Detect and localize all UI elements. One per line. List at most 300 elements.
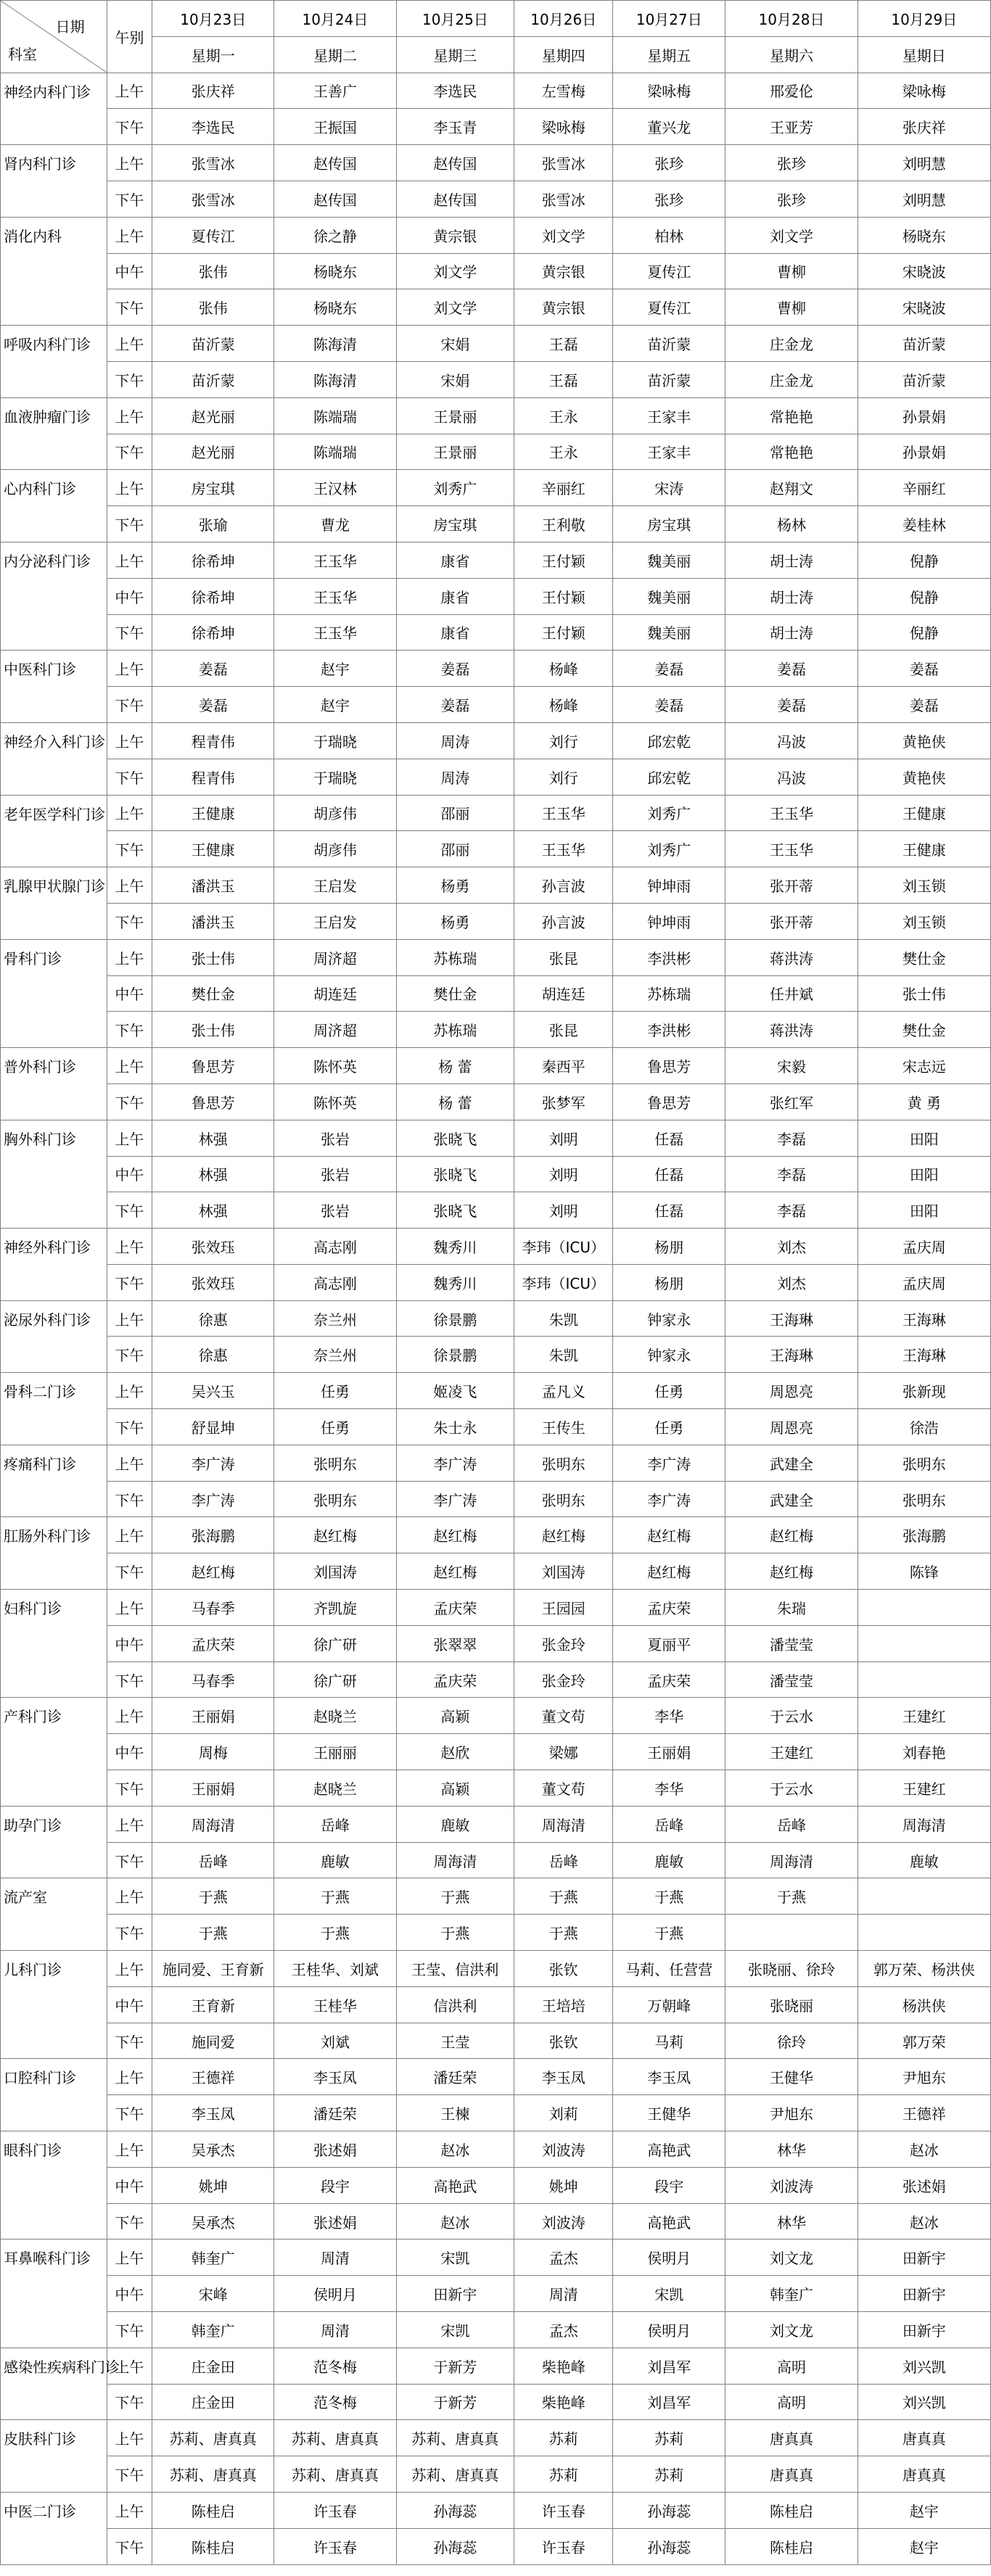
doctor-cell: 胡彦伟 (274, 831, 396, 867)
doctor-cell: 于燕 (152, 1878, 274, 1915)
doctor-cell: 蒋洪涛 (725, 939, 858, 975)
doctor-cell: 杨朋 (613, 1229, 725, 1265)
department-name: 泌尿外科门诊 (1, 1300, 107, 1373)
doctor-cell: 张晓飞 (396, 1156, 514, 1192)
doctor-cell: 张岩 (274, 1192, 396, 1229)
doctor-cell: 奈兰州 (274, 1300, 396, 1337)
table-row (1, 217, 991, 253)
doctor-cell: 施同爱、王育新 (152, 1951, 274, 1987)
doctor-cell: 鹿敏 (274, 1842, 396, 1878)
period-header: 午别 (107, 1, 152, 73)
doctor-cell: 赵晓兰 (274, 1770, 396, 1807)
doctor-cell: 张海鹏 (152, 1517, 274, 1553)
doctor-cell: 赵宇 (274, 687, 396, 723)
doctor-cell: 张雪冰 (152, 181, 274, 217)
doctor-cell: 李玉凤 (613, 2059, 725, 2095)
doctor-cell: 朱凯 (514, 1300, 613, 1337)
doctor-cell: 潘莹莹 (725, 1625, 858, 1661)
doctor-cell: 康省 (396, 542, 514, 578)
doctor-cell: 武建全 (725, 1445, 858, 1481)
doctor-cell: 马莉 (613, 2023, 725, 2059)
doctor-cell: 陈海清 (274, 361, 396, 397)
doctor-cell: 张伟 (152, 289, 274, 326)
table-row (1, 1734, 991, 1770)
department-name: 呼吸内科门诊 (1, 326, 107, 398)
department-name: 流产室 (1, 1878, 107, 1951)
period-cell: 中午 (107, 975, 152, 1012)
period-cell: 下午 (107, 1553, 152, 1590)
doctor-cell: 周济超 (274, 1012, 396, 1048)
doctor-cell: 王家丰 (613, 434, 725, 470)
doctor-cell: 赵宇 (858, 2492, 990, 2528)
doctor-cell: 吴承杰 (152, 2203, 274, 2239)
period-cell: 上午 (107, 2348, 152, 2384)
doctor-cell: 宋娟 (396, 326, 514, 362)
doctor-cell: 刘秀广 (396, 470, 514, 506)
doctor-cell: 王育新 (152, 1986, 274, 2023)
doctor-cell: 张珍 (725, 181, 858, 217)
period-cell: 上午 (107, 397, 152, 434)
doctor-cell: 任磊 (613, 1120, 725, 1156)
doctor-cell: 胡士涛 (725, 542, 858, 578)
doctor-cell: 魏美丽 (613, 542, 725, 578)
table-row (1, 795, 991, 831)
doctor-cell: 李华 (613, 1698, 725, 1734)
doctor-cell: 苗沂蒙 (613, 326, 725, 362)
doctor-cell: 于燕 (514, 1878, 613, 1915)
period-cell: 上午 (107, 1300, 152, 1337)
table-row (1, 2131, 991, 2168)
doctor-cell: 尹旭东 (725, 2095, 858, 2131)
doctor-cell: 张明东 (274, 1481, 396, 1517)
doctor-cell: 李广涛 (396, 1481, 514, 1517)
doctor-cell: 高艳武 (613, 2203, 725, 2239)
doctor-cell: 张钦 (514, 2023, 613, 2059)
weekday-header: 星期三 (396, 36, 514, 73)
department-name: 妇科门诊 (1, 1590, 107, 1698)
department-name: 消化内科 (1, 217, 107, 325)
doctor-cell: 杨 蕾 (396, 1083, 514, 1120)
doctor-cell: 黄艳侠 (858, 759, 990, 795)
doctor-cell: 赵红梅 (725, 1517, 858, 1553)
doctor-cell: 王磊 (514, 326, 613, 362)
doctor-cell: 王海琳 (725, 1337, 858, 1373)
doctor-cell: 高艳武 (613, 2131, 725, 2168)
doctor-cell: 徐玲 (725, 2023, 858, 2059)
doctor-cell: 孟杰 (514, 2239, 613, 2276)
doctor-cell: 唐真真 (858, 2456, 990, 2493)
table-row (1, 1915, 991, 1951)
doctor-cell: 许玉春 (514, 2528, 613, 2564)
doctor-cell: 徐惠 (152, 1300, 274, 1337)
doctor-cell: 高颖 (396, 1770, 514, 1807)
doctor-cell: 苏栋瑞 (396, 939, 514, 975)
table-header (1, 1, 991, 73)
doctor-cell: 王健康 (858, 831, 990, 867)
doctor-cell: 程青伟 (152, 722, 274, 759)
period-cell: 上午 (107, 326, 152, 362)
table-row (1, 470, 991, 506)
doctor-cell: 张雪冰 (514, 145, 613, 181)
doctor-cell: 许玉春 (274, 2492, 396, 2528)
period-cell: 上午 (107, 1517, 152, 1553)
period-cell: 下午 (107, 2312, 152, 2348)
doctor-cell: 刘文学 (514, 217, 613, 253)
table-row (1, 831, 991, 867)
doctor-cell: 钟家永 (613, 1300, 725, 1337)
doctor-cell: 胡连廷 (514, 975, 613, 1012)
doctor-cell: 马春季 (152, 1661, 274, 1698)
doctor-cell: 田新宇 (858, 2239, 990, 2276)
doctor-cell: 王健康 (152, 795, 274, 831)
doctor-cell: 张钦 (514, 1951, 613, 1987)
doctor-cell: 王振国 (274, 109, 396, 145)
doctor-cell: 任井斌 (725, 975, 858, 1012)
table-row (1, 2492, 991, 2528)
doctor-cell: 徐惠 (152, 1337, 274, 1373)
doctor-cell: 王家丰 (613, 397, 725, 434)
period-cell: 下午 (107, 1409, 152, 1445)
doctor-cell: 宋凯 (396, 2239, 514, 2276)
doctor-cell: 黄 勇 (858, 1083, 990, 1120)
table-row (1, 614, 991, 651)
doctor-cell: 孟庆周 (858, 1264, 990, 1300)
doctor-cell: 苏莉、唐真真 (152, 2456, 274, 2493)
doctor-cell (858, 1915, 990, 1951)
doctor-cell: 苏莉、唐真真 (396, 2456, 514, 2493)
doctor-cell: 赵传国 (396, 145, 514, 181)
doctor-cell: 姜磊 (725, 687, 858, 723)
doctor-cell: 王玉华 (514, 795, 613, 831)
table-row (1, 1986, 991, 2023)
doctor-cell: 李玉凤 (514, 2059, 613, 2095)
table-row (1, 506, 991, 542)
doctor-cell: 刘波涛 (514, 2203, 613, 2239)
doctor-cell: 刘昌军 (613, 2348, 725, 2384)
doctor-cell: 周清 (274, 2239, 396, 2276)
doctor-cell: 徐景鹏 (396, 1337, 514, 1373)
period-cell: 下午 (107, 2023, 152, 2059)
department-name: 助孕门诊 (1, 1806, 107, 1878)
period-cell: 上午 (107, 1590, 152, 1626)
date-header: 10月29日 (858, 1, 990, 37)
doctor-cell: 王海琳 (858, 1337, 990, 1373)
date-header: 10月27日 (613, 1, 725, 37)
doctor-cell: 樊仕金 (152, 975, 274, 1012)
doctor-cell: 姜磊 (396, 651, 514, 687)
doctor-cell: 王莹、信洪利 (396, 1951, 514, 1987)
department-name: 耳鼻喉科门诊 (1, 2239, 107, 2348)
table-row (1, 1192, 991, 1229)
doctor-cell: 刘玉锁 (858, 867, 990, 904)
period-cell: 上午 (107, 722, 152, 759)
table-row (1, 903, 991, 939)
doctor-cell: 于瑞晓 (274, 759, 396, 795)
doctor-cell: 张梦军 (514, 1083, 613, 1120)
doctor-cell: 王莹 (396, 2023, 514, 2059)
doctor-cell: 韩奎广 (152, 2239, 274, 2276)
table-row (1, 1409, 991, 1445)
department-name: 骨科门诊 (1, 939, 107, 1047)
doctor-cell: 王玉华 (514, 831, 613, 867)
department-name: 皮肤科门诊 (1, 2420, 107, 2493)
doctor-cell: 鹿敏 (396, 1806, 514, 1842)
doctor-cell: 康省 (396, 578, 514, 614)
doctor-cell: 蒋洪涛 (725, 1012, 858, 1048)
doctor-cell: 常艳艳 (725, 397, 858, 434)
doctor-cell: 赵红梅 (274, 1517, 396, 1553)
doctor-cell: 万朝峰 (613, 1986, 725, 2023)
table-row (1, 2348, 991, 2384)
doctor-cell (725, 1915, 858, 1951)
period-cell: 中午 (107, 2167, 152, 2203)
doctor-cell: 王玉华 (725, 795, 858, 831)
doctor-cell: 李玉凤 (152, 2095, 274, 2131)
doctor-cell: 刘兴凯 (858, 2384, 990, 2420)
doctor-cell: 于燕 (514, 1915, 613, 1951)
doctor-cell: 邱宏乾 (613, 722, 725, 759)
doctor-cell: 姜磊 (613, 687, 725, 723)
doctor-cell: 潘廷荣 (274, 2095, 396, 2131)
doctor-cell: 潘莹莹 (725, 1661, 858, 1698)
date-header: 10月23日 (152, 1, 274, 37)
doctor-cell: 魏秀川 (396, 1264, 514, 1300)
doctor-cell: 周海清 (858, 1806, 990, 1842)
doctor-cell: 孙言波 (514, 867, 613, 904)
doctor-cell: 王丽娟 (613, 1734, 725, 1770)
doctor-cell: 苗沂蒙 (152, 326, 274, 362)
table-row (1, 1806, 991, 1842)
doctor-cell: 赵宇 (274, 651, 396, 687)
doctor-cell: 周清 (514, 2276, 613, 2312)
doctor-cell: 孟庆荣 (613, 1661, 725, 1698)
doctor-cell: 张昆 (514, 1012, 613, 1048)
weekday-header: 星期一 (152, 36, 274, 73)
doctor-cell: 施同爱 (152, 2023, 274, 2059)
doctor-cell: 周清 (274, 2312, 396, 2348)
table-row (1, 2420, 991, 2456)
period-cell: 下午 (107, 2384, 152, 2420)
doctor-cell: 赵红梅 (514, 1517, 613, 1553)
doctor-cell: 梁咏梅 (514, 109, 613, 145)
table-row (1, 1373, 991, 1409)
doctor-cell: 孟庆荣 (396, 1661, 514, 1698)
period-cell: 上午 (107, 1951, 152, 1987)
doctor-cell: 李磊 (725, 1120, 858, 1156)
doctor-cell: 杨 蕾 (396, 1048, 514, 1084)
period-cell: 下午 (107, 1264, 152, 1300)
weekday-header: 星期日 (858, 36, 990, 73)
doctor-cell: 岳峰 (152, 1842, 274, 1878)
date-header: 10月25日 (396, 1, 514, 37)
doctor-cell: 赵传国 (396, 181, 514, 217)
doctor-cell: 苏莉 (514, 2456, 613, 2493)
doctor-cell: 苗沂蒙 (152, 361, 274, 397)
period-cell: 下午 (107, 1192, 152, 1229)
period-cell: 上午 (107, 2059, 152, 2095)
doctor-cell: 杨峰 (514, 687, 613, 723)
doctor-cell: 姜磊 (858, 651, 990, 687)
doctor-cell: 王健华 (725, 2059, 858, 2095)
doctor-cell: 杨勇 (396, 867, 514, 904)
period-cell: 中午 (107, 1625, 152, 1661)
doctor-cell: 高志刚 (274, 1229, 396, 1265)
doctor-cell: 赵传国 (274, 181, 396, 217)
doctor-cell: 刘莉 (514, 2095, 613, 2131)
period-cell: 上午 (107, 651, 152, 687)
doctor-cell: 倪静 (858, 578, 990, 614)
doctor-cell: 王建红 (725, 1734, 858, 1770)
doctor-cell: 王海琳 (725, 1300, 858, 1337)
doctor-cell: 黄宗银 (514, 253, 613, 289)
doctor-cell: 于新芳 (396, 2384, 514, 2420)
doctor-cell (858, 1625, 990, 1661)
doctor-cell: 武建全 (725, 1481, 858, 1517)
department-name: 内分泌科门诊 (1, 542, 107, 650)
doctor-cell: 王付颖 (514, 542, 613, 578)
doctor-cell: 赵光丽 (152, 434, 274, 470)
doctor-cell: 于燕 (274, 1878, 396, 1915)
doctor-cell: 张金玲 (514, 1625, 613, 1661)
doctor-cell: 姚坤 (152, 2167, 274, 2203)
doctor-cell: 刘文龙 (725, 2239, 858, 2276)
period-cell: 上午 (107, 1806, 152, 1842)
period-cell: 下午 (107, 181, 152, 217)
doctor-cell: 林华 (725, 2131, 858, 2168)
doctor-cell: 田新宇 (396, 2276, 514, 2312)
doctor-cell: 徐浩 (858, 1409, 990, 1445)
period-cell: 上午 (107, 2131, 152, 2168)
doctor-cell: 常艳艳 (725, 434, 858, 470)
doctor-cell: 吴承杰 (152, 2131, 274, 2168)
department-name: 胸外科门诊 (1, 1120, 107, 1228)
period-cell: 下午 (107, 687, 152, 723)
doctor-cell: 徐广研 (274, 1625, 396, 1661)
doctor-cell: 信洪利 (396, 1986, 514, 2023)
period-cell: 下午 (107, 361, 152, 397)
period-cell: 上午 (107, 1048, 152, 1084)
doctor-cell: 陈桂启 (152, 2492, 274, 2528)
doctor-cell: 周济超 (274, 939, 396, 975)
doctor-cell: 苏莉、唐真真 (396, 2420, 514, 2456)
doctor-cell: 王付颖 (514, 578, 613, 614)
doctor-cell: 梁娜 (514, 1734, 613, 1770)
doctor-cell: 赵冰 (858, 2203, 990, 2239)
table-row (1, 1698, 991, 1734)
table-row (1, 1264, 991, 1300)
doctor-cell: 段宇 (613, 2167, 725, 2203)
doctor-cell: 王桂华 (274, 1986, 396, 2023)
table-row (1, 1878, 991, 1915)
doctor-cell: 杨晓东 (274, 253, 396, 289)
doctor-cell: 许玉春 (514, 2492, 613, 2528)
doctor-cell: 王健康 (858, 795, 990, 831)
weekday-header: 星期六 (725, 36, 858, 73)
doctor-cell: 刘明慧 (858, 145, 990, 181)
doctor-cell: 王玉华 (274, 614, 396, 651)
department-name: 神经外科门诊 (1, 1229, 107, 1301)
doctor-cell: 张效珏 (152, 1264, 274, 1300)
doctor-cell: 姜磊 (725, 651, 858, 687)
doctor-cell: 孟杰 (514, 2312, 613, 2348)
doctor-cell: 刘兴凯 (858, 2348, 990, 2384)
doctor-cell: 刘玉锁 (858, 903, 990, 939)
period-cell: 下午 (107, 506, 152, 542)
doctor-cell: 潘廷荣 (396, 2059, 514, 2095)
doctor-cell: 张明东 (858, 1481, 990, 1517)
doctor-cell: 孙海蕊 (396, 2528, 514, 2564)
doctor-cell: 刘行 (514, 722, 613, 759)
table-row (1, 1951, 991, 1987)
doctor-cell: 钟坤雨 (613, 867, 725, 904)
doctor-cell: 倪静 (858, 614, 990, 651)
period-cell: 上午 (107, 2420, 152, 2456)
doctor-cell: 苏栋瑞 (396, 1012, 514, 1048)
department-name: 肛肠外科门诊 (1, 1517, 107, 1590)
doctor-cell: 李选民 (152, 109, 274, 145)
department-name: 乳腺甲状腺门诊 (1, 867, 107, 940)
doctor-cell: 姜磊 (858, 687, 990, 723)
table-row (1, 109, 991, 145)
doctor-cell: 冯波 (725, 759, 858, 795)
doctor-cell: 孙海蕊 (613, 2528, 725, 2564)
doctor-cell: 张珍 (613, 145, 725, 181)
doctor-cell: 王利敬 (514, 506, 613, 542)
doctor-cell: 姚坤 (514, 2167, 613, 2203)
table-row (1, 1661, 991, 1698)
department-name: 血液肿瘤门诊 (1, 397, 107, 470)
doctor-cell: 樊仕金 (858, 939, 990, 975)
doctor-cell: 杨晓东 (858, 217, 990, 253)
doctor-cell: 王健康 (152, 831, 274, 867)
period-cell: 下午 (107, 759, 152, 795)
doctor-cell: 岳峰 (725, 1806, 858, 1842)
table-row (1, 651, 991, 687)
doctor-cell: 王玉华 (274, 578, 396, 614)
department-name: 肾内科门诊 (1, 145, 107, 218)
doctor-cell: 姜磊 (396, 687, 514, 723)
doctor-cell: 曹柳 (725, 253, 858, 289)
doctor-cell: 王楝 (396, 2095, 514, 2131)
doctor-cell: 张伟 (152, 253, 274, 289)
doctor-cell: 赵冰 (858, 2131, 990, 2168)
doctor-cell: 胡连廷 (274, 975, 396, 1012)
doctor-cell: 李华 (613, 1770, 725, 1807)
table-row (1, 722, 991, 759)
doctor-cell: 张晓丽、徐玲 (725, 1951, 858, 1987)
doctor-cell: 张述娟 (274, 2131, 396, 2168)
period-cell: 上午 (107, 145, 152, 181)
doctor-cell: 王启发 (274, 867, 396, 904)
period-cell: 下午 (107, 1661, 152, 1698)
doctor-cell: 李洪彬 (613, 1012, 725, 1048)
doctor-cell: 樊仕金 (858, 1012, 990, 1048)
doctor-cell (858, 1878, 990, 1915)
doctor-cell: 黄宗银 (514, 289, 613, 326)
doctor-cell: 王景丽 (396, 397, 514, 434)
weekday-header: 星期五 (613, 36, 725, 73)
doctor-cell: 于燕 (613, 1915, 725, 1951)
doctor-cell: 张岩 (274, 1120, 396, 1156)
date-header: 10月28日 (725, 1, 858, 37)
doctor-cell: 于燕 (396, 1915, 514, 1951)
period-cell: 下午 (107, 434, 152, 470)
doctor-cell: 鹿敏 (613, 1842, 725, 1878)
table-row (1, 867, 991, 904)
table-row (1, 2095, 991, 2131)
period-cell: 下午 (107, 1481, 152, 1517)
doctor-cell: 刘秀广 (613, 795, 725, 831)
